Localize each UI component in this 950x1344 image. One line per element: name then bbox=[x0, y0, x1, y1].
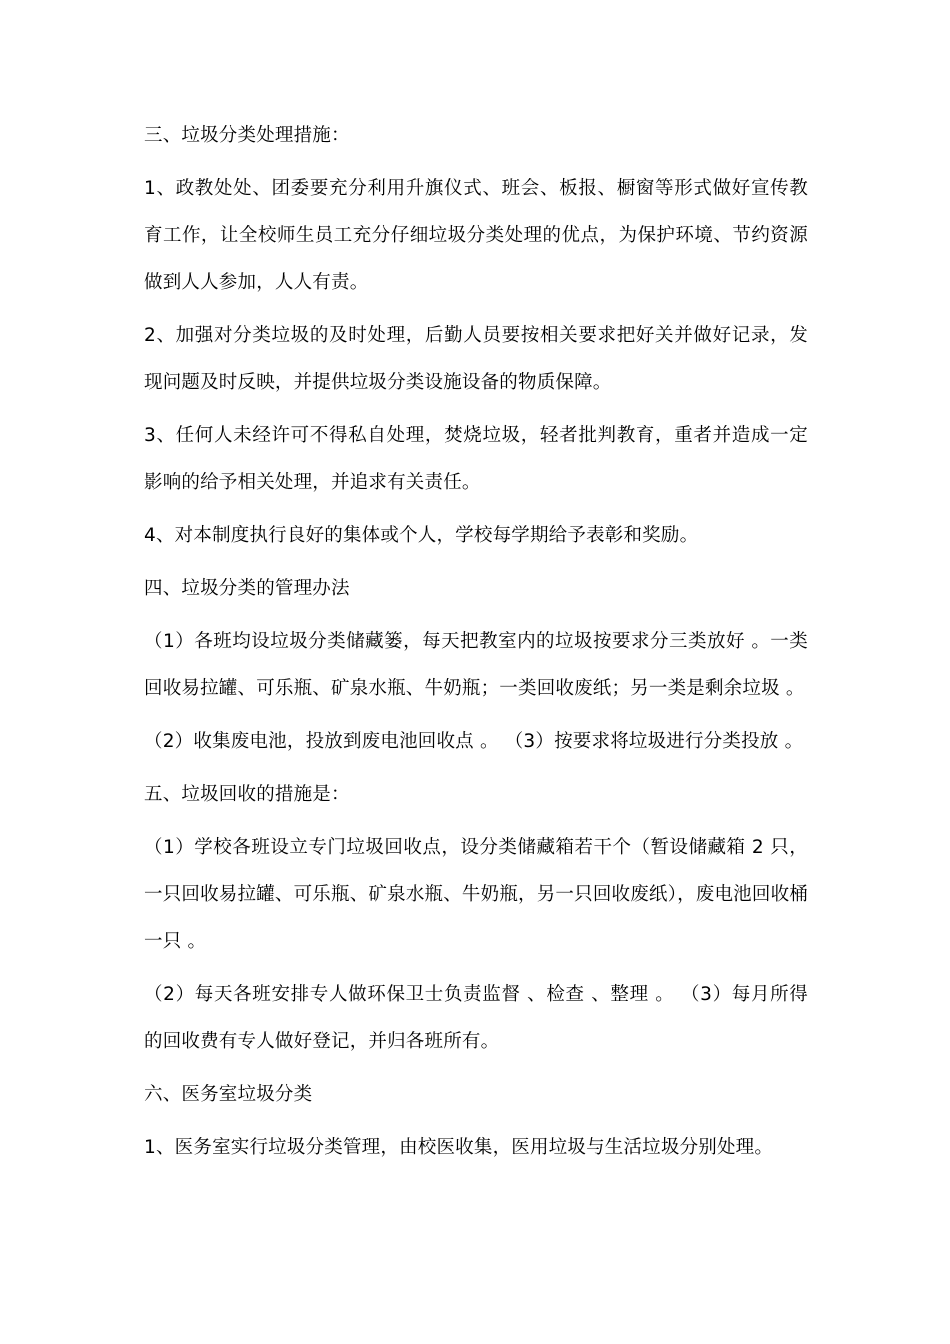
section-3-item-3: 3、任何人未经许可不得私自处理，焚烧垃圾，轻者批判教育，重者并造成一定影响的给予相关处理，并追求有关责任。 bbox=[144, 425, 808, 493]
section-4-item-1: （1）各班均设垃圾分类储藏篓，每天把教室内的垃圾按要求分三类放好 。一类回收易拉罐、可乐瓶、矿泉水瓶、牛奶瓶；一类回收废纸；另一类是剩余垃圾 。 bbox=[144, 631, 808, 699]
section-6-item-1: 1、医务室实行垃圾分类管理，由校医收集，医用垃圾与生活垃圾分别处理。 bbox=[144, 1137, 774, 1158]
section-5-item-1: （1）学校各班设立专门垃圾回收点，设分类储藏箱若干个（暂设储藏箱 2 只，一只回收易拉罐、可乐瓶、矿泉水瓶、牛奶瓶，另一只回收废纸），废电池回收桶一只 。 bbox=[144, 837, 808, 952]
document-page bbox=[144, 112, 808, 1177]
section-5-heading: 五、垃圾回收的措施是： bbox=[144, 784, 350, 805]
section-3-heading: 三、垃圾分类处理措施： bbox=[144, 125, 350, 146]
section-4-heading: 四、垃圾分类的管理办法 bbox=[144, 578, 350, 599]
section-6-heading: 六、医务室垃圾分类 bbox=[144, 1084, 313, 1105]
section-3-item-4: 4、对本制度执行良好的集体或个人，学校每学期给予表彰和奖励。 bbox=[144, 525, 699, 546]
section-3-item-1: 1、政教处处、团委要充分利用升旗仪式、班会、板报、橱窗等形式做好宣传教育工作，让全校师生员工充分仔细垃圾分类处理的优点，为保护环境、节约资源做到人人参加，人人有责。 bbox=[144, 178, 808, 293]
section-3-item-2: 2、加强对分类垃圾的及时处理，后勤人员要按相关要求把好关并做好记录，发现问题及时反映，并提供垃圾分类设施设备的物质保障。 bbox=[144, 325, 808, 393]
section-5-item-2: （2）每天各班安排专人做环保卫士负责监督 、检查 、整理 。 （3）每月所得的回收费有专人做好登记，并归各班所有。 bbox=[144, 984, 808, 1052]
section-4-item-2: （2）收集废电池，投放到废电池回收点 。 （3）按要求将垃圾进行分类投放 。 bbox=[144, 731, 804, 752]
